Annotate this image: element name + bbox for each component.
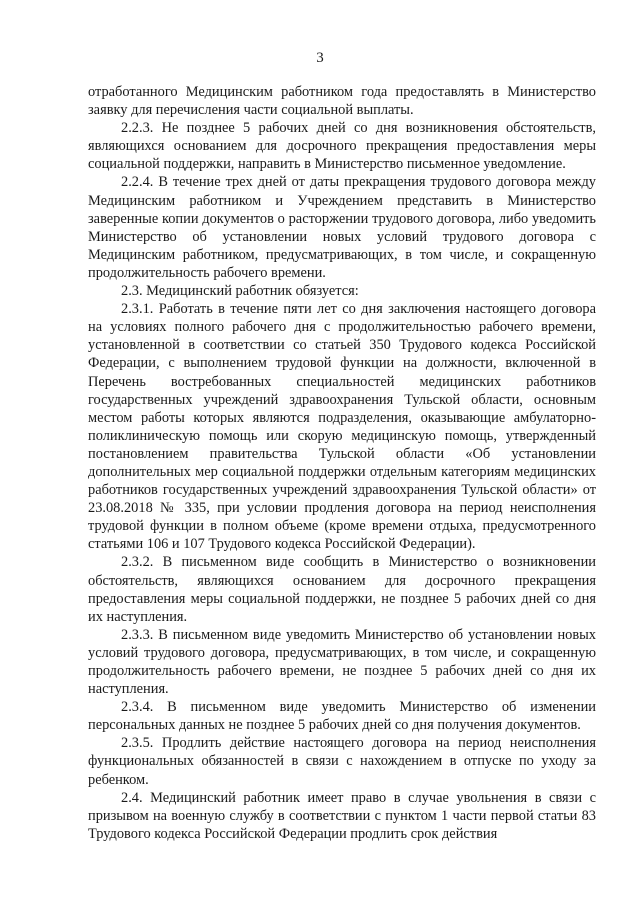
paragraph-2-3: 2.3. Медицинский работник обязуется: <box>121 283 359 300</box>
paragraph-2-3-5: 2.3.5. Продлить действие настоящего договора на период неисполнения функциональных обязанностей в связи с нахождением в отпуске по уходу за ребенком. <box>88 735 596 788</box>
paragraph-2-2-3: 2.2.3. Не позднее 5 рабочих дней со дня возникновения обстоятельств, являющихся основанием для досрочного прекращения предоставления меры социальной поддержки, направить в Министерство письменное уведомление. <box>88 120 596 173</box>
paragraph-2-3-2: 2.3.2. В письменном виде сообщить в Министерство о возникновении обстоятельств, являющихся основанием для досрочного прекращения предоставления меры социальной поддержки, не позднее 5 рабочих дней со дня их наступления. <box>88 554 596 625</box>
paragraph-2-3-3: 2.3.3. В письменном виде уведомить Министерство об установлении новых условий трудового договора, предусматривающих, в том числе, и сокращенную продолжительность рабочего времени, не позднее 5 рабочих дней со дня их наступления. <box>88 626 596 698</box>
paragraph-2-2-4: 2.2.4. В течение трех дней от даты прекращения трудового договора между Медицинским работником и Учреждением представить в Министерство заверенные копии документов о расторжении трудового договора, либо уведомить Министерство об установлении новых условий трудового договора с Медицинским работником, предусматривающих, в том числе, и сокращенную продолжительность рабочего времени. <box>88 174 596 281</box>
page-number: 3 <box>316 50 324 66</box>
paragraph-2-3-4: 2.3.4. В письменном виде уведомить Министерство об изменении персональных данных не позднее 5 рабочих дней со дня получения документов. <box>88 699 596 734</box>
paragraph-2-3-1: 2.3.1. Работать в течение пяти лет со дня заключения настоящего договора на условиях полного рабочего дня с продолжительностью рабочего времени, установленной в соответствии со статьей 350 Трудового кодекса Российской Федерации, с выполнением трудовой функции на должности, включенной в Перечень востребованных специальностей медицинских работников государственных учреждений здравоохранения Тульской области, основным местом работы которых являются подразделения, оказывающие амбулаторно-поликлиническую помощь или скорую медицинскую помощь, утвержденный постановлением правительства Тульской области «Об установлении дополнительных мер социальной поддержки отдельным категориям медицинских работников государственных учреждений здравоохранения Тульской области» от 23.08.2018 № 335, при условии продления договора на период неисполнения трудовой функции в полном объеме (кроме времени отдыха, предусмотренного статьями 106 и 107 Трудового кодекса Российской Федерации). <box>88 301 596 553</box>
paragraph-continuation: отработанного Медицинским работником года предоставлять в Министерство заявку для перечисления части социальной выплаты. <box>88 84 596 119</box>
paragraph-2-4: 2.4. Медицинский работник имеет право в случае увольнения в связи с призывом на военную службу в соответствии с пунктом 1 части первой статьи 83 Трудового кодекса Российской Федерации продлить срок действия <box>88 789 596 842</box>
document-body <box>88 83 596 843</box>
